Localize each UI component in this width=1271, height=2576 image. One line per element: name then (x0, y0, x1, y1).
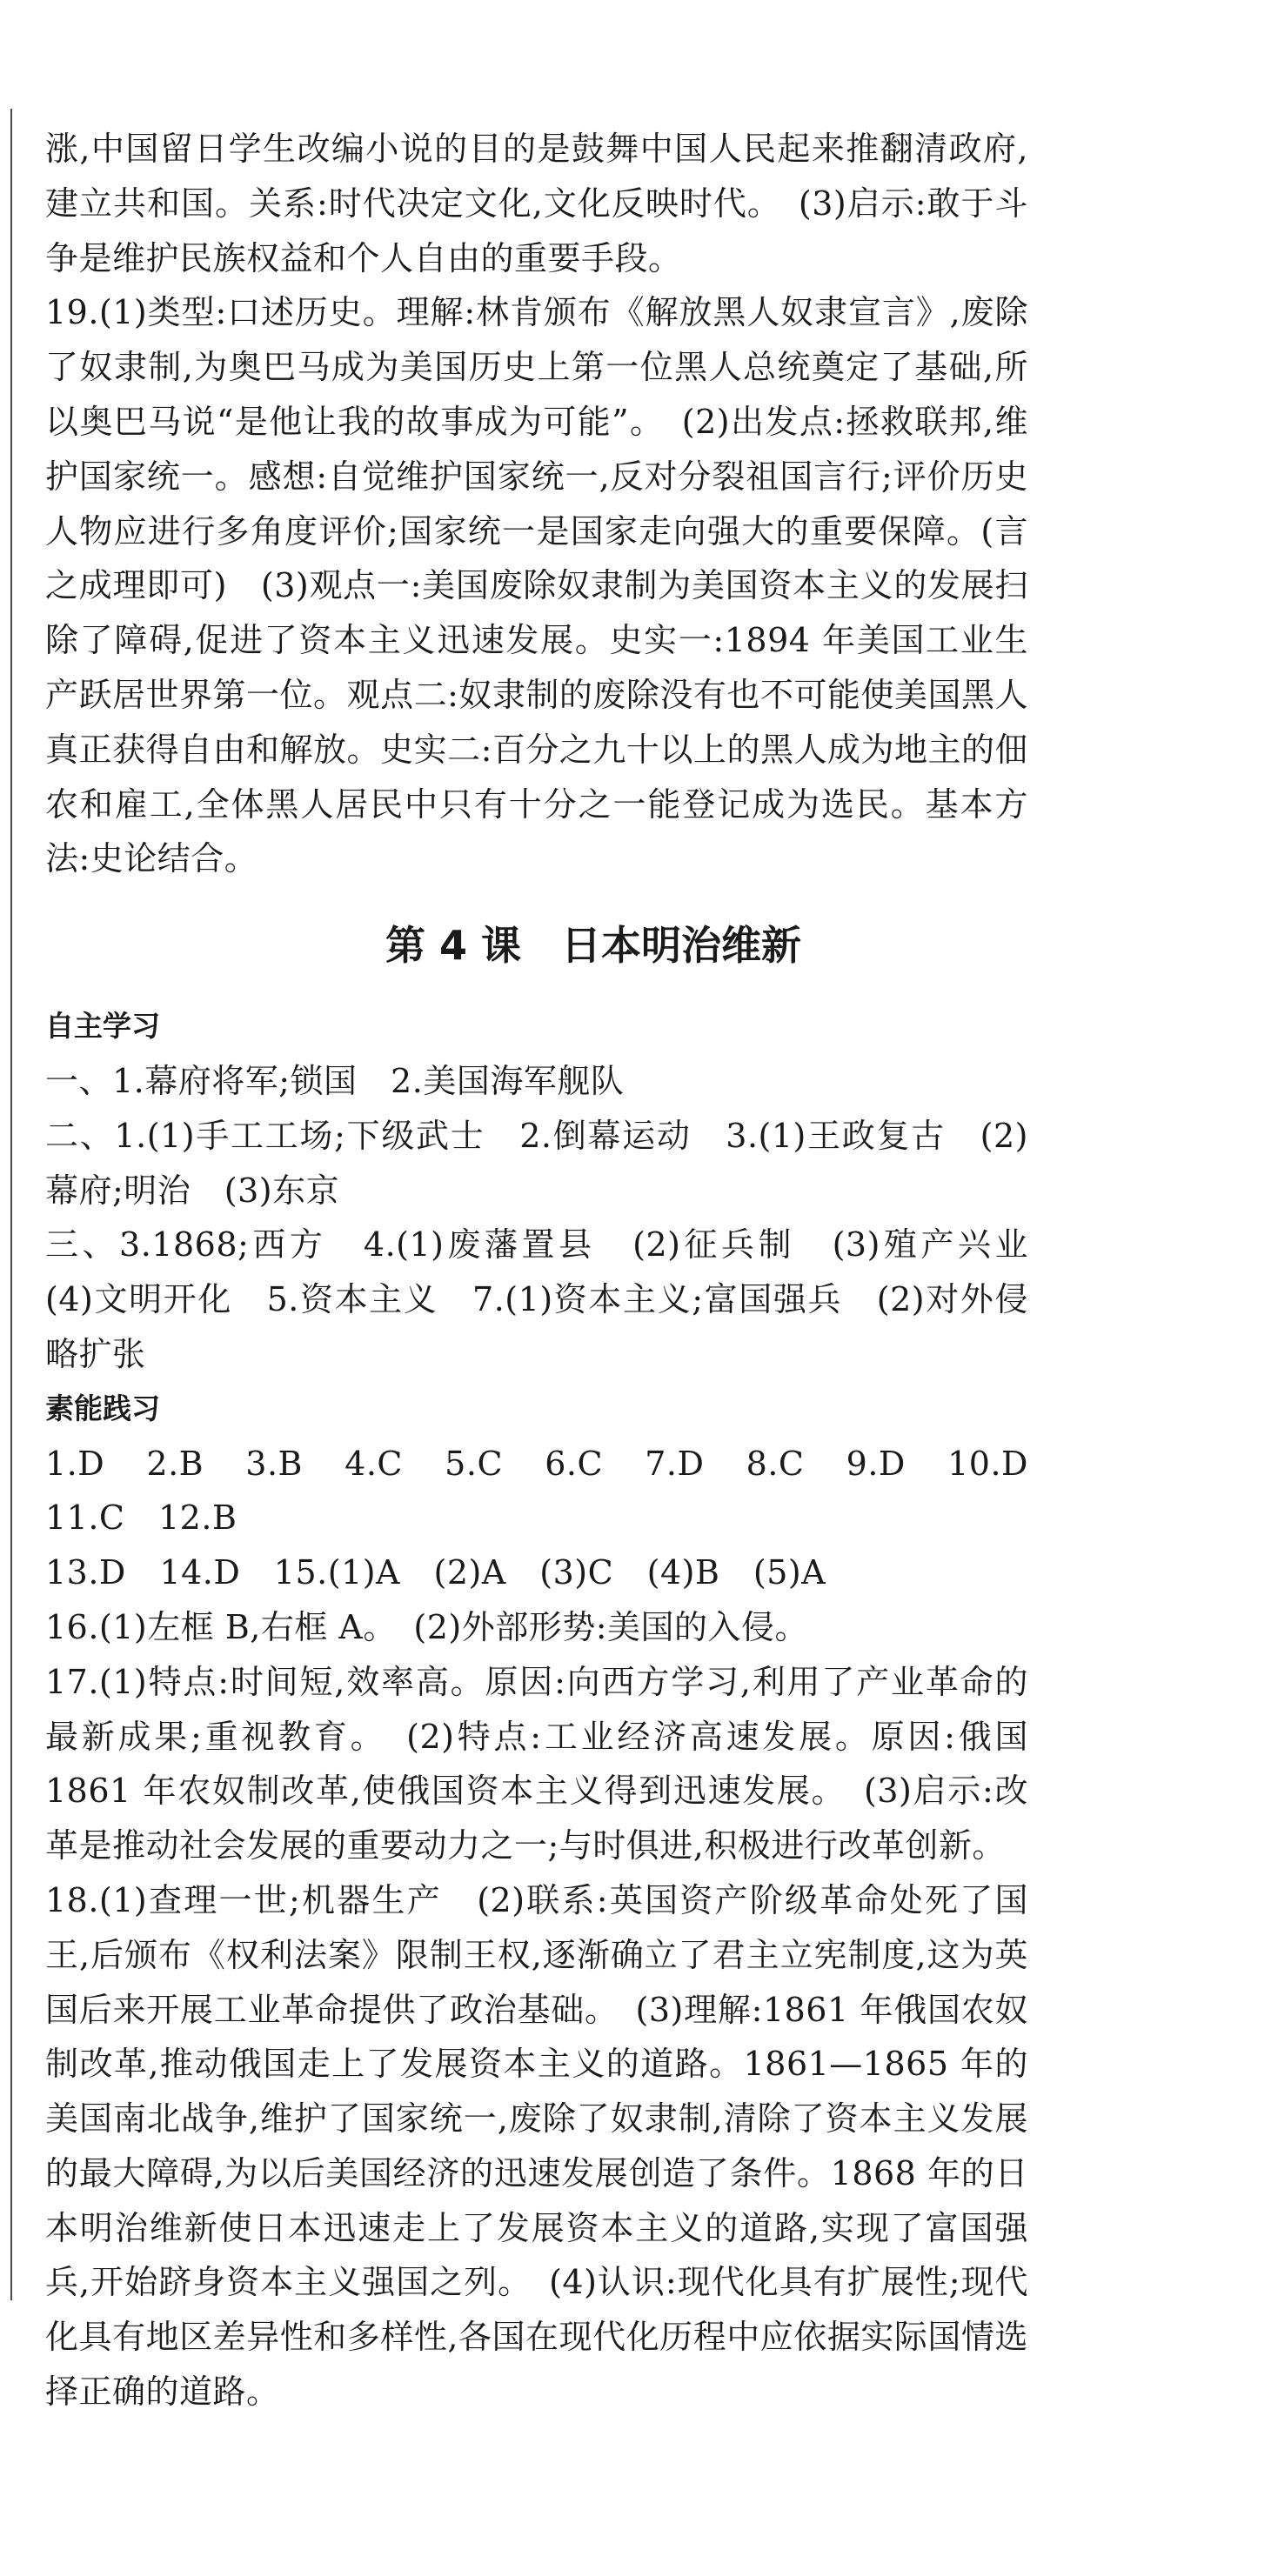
section-practice: 素能践习 (45, 1391, 160, 1425)
multiple-choice-13-15: 13.D 14.D 15.(1)A (2)A (3)C (4)B (5)A (45, 1553, 826, 1592)
answer-19: 19.(1)类型:口述历史。理解:林肯颁布《解放黑人奴隶宣言》,废除了奴隶制,为奥巴马成为美国历史上第一位黑人总统奠定了基础,所以奥巴马说“是他让我的故事成为可能”。 (2)出发点:拯救联邦,维护国家统一。感想:自觉维护国家统一,反对分裂祖国言行;评价历史人物应进行多角度评价;国家统一是国家走向强大的重要保障。(言之成理即可) (3)观点一:美国废除奴隶制为美国资本主义的发展扫除了障碍,促进了资本主义迅速发展。史实一:1894 年美国工业生产跃居世界第一位。观点二:奴隶制的废除没有也不可能使美国黑人真正获得自由和解放。史实二:百分之九十以上的黑人成为地主的佃农和雇工,全体黑人居民中只有十分之一能登记成为选民。基本方法:史论结合。 (45, 293, 1028, 878)
answer-17: 17.(1)特点:时间短,效率高。原因:向西方学习,利用了产业革命的最新成果;重视教育。 (2)特点:工业经济高速发展。原因:俄国 1861 年农奴制改革,使俄国资本主义得到迅速发展。 (3)启示:改革是推动社会发展的重要动力之一;与时俱进,积极进行改革创新。 (45, 1662, 1028, 1865)
section-self-study: 自主学习 (45, 1009, 160, 1044)
self-study-part-3: 三、3.1868;西方 4.(1)废藩置县 (2)征兵制 (3)殖产兴业 (4)文明开化 5.资本主义 7.(1)资本主义;富国强兵 (2)对外侵略扩张 (45, 1225, 1062, 1373)
self-study-part-2: 二、1.(1)手工工场;下级武士 2.倒幕运动 3.(1)王政复古 (2)幕府;明治 (3)东京 (45, 1116, 1028, 1210)
answer-18: 18.(1)查理一世;机器生产 (2)联系:英国资产阶级革命处死了国王,后颁布《权利法案》限制王权,逐渐确立了君主立宪制度,这为英国后来开展工业革命提供了政治基础。 (3)理解:1861 年俄国农奴制改革,推动俄国走上了发展资本主义的道路。1861—1865 年的美国南北战争,维护了国家统一,废除了奴隶制,清除了资本主义发展的最大障碍,为以后美国经济的迅速发展创造了条件。1868 年的日本明治维新使日本迅速走上了发展资本主义的道路,实现了富国强兵,开始跻身资本主义强国之列。 (4)认识:现代化具有扩展性;现代化具有地区差异性和多样性,各国在现代化历程中应依据实际国情选择正确的道路。 (45, 1880, 1028, 2412)
multiple-choice-1-12: 1.D 2.B 3.B 4.C 5.C 6.C 7.D 8.C 9.D 10.D 11.C 12.B (45, 1444, 1062, 1538)
self-study-part-1: 一、1.幕府将军;锁国 2.美国海军舰队 (45, 1061, 625, 1100)
intro-paragraph: 涨,中国留日学生改编小说的目的是鼓舞中国人民起来推翻清政府,建立共和国。关系:时代决定文化,文化反映时代。 (3)启示:敢于斗争是维护民族权益和个人自由的重要手段。 (45, 130, 1028, 277)
answer-page (45, 122, 1062, 2419)
lesson-title: 第 4 课 日本明治维新 (385, 922, 802, 970)
answer-16: 16.(1)左框 B,右框 A。 (2)外部形势:美国的入侵。 (45, 1607, 808, 1646)
margin-rule (10, 109, 12, 2300)
